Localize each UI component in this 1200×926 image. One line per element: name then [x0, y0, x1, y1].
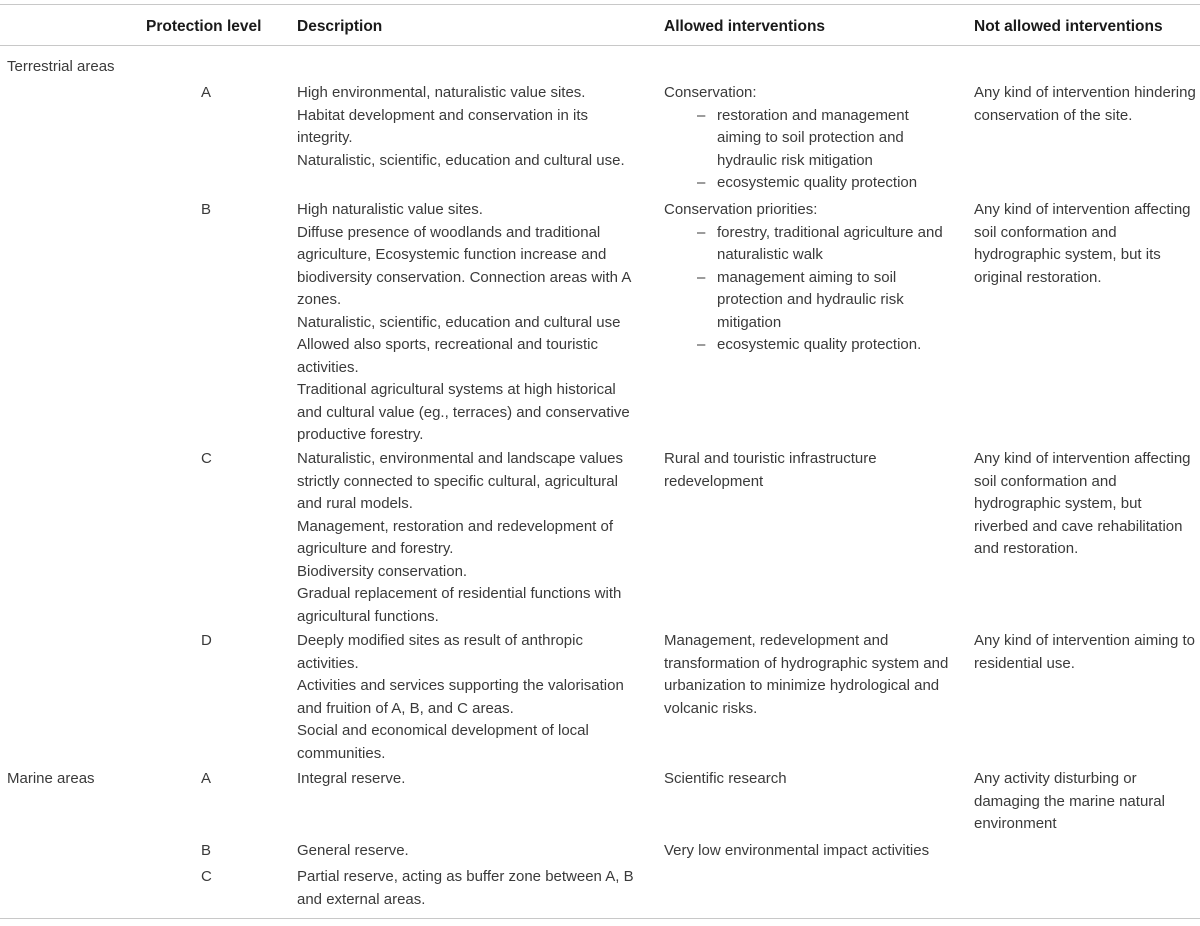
description-line: High environmental, naturalistic value sites. — [297, 84, 586, 101]
table-top-rule — [0, 4, 1200, 5]
table-bottom-rule — [0, 918, 1200, 919]
description-cell — [297, 448, 642, 628]
header-protection-level: Protection level — [146, 18, 262, 35]
protection-level-cell: A — [201, 84, 212, 101]
description-cell — [297, 199, 642, 447]
group-label-marine: Marine areas — [7, 770, 95, 787]
allowed-interventions-cell — [664, 630, 954, 720]
allowed-intro: Rural and touristic infrastructure redevelopment — [664, 450, 877, 490]
not-allowed-interventions-cell: Any kind of intervention affecting soil conformation and hydrographic system, but its original restoration. — [974, 201, 1191, 286]
allowed-intro: Management, redevelopment and transformation of hydrographic system and urbanization to minimize hydrological and volcanic risks. — [664, 632, 949, 717]
description-cell — [297, 768, 642, 791]
description-cell — [297, 630, 642, 765]
description-line: Habitat development and conservation in its integrity. — [297, 106, 589, 146]
description-line: Activities and services supporting the valorisation and fruition of A, B, and C areas. — [297, 677, 624, 717]
allowed-list-item: – management aiming to soil protection and hydraulic risk mitigation — [664, 267, 954, 335]
description-line: Gradual replacement of residential functions with agricultural functions. — [297, 585, 622, 625]
allowed-interventions-cell — [664, 82, 954, 195]
protection-level-cell: C — [201, 450, 212, 467]
allowed-list-item: – ecosystemic quality protection — [664, 172, 954, 195]
description-line: Traditional agricultural systems at high historical and cultural value (eg., terraces) and conservative productive forestry. — [297, 381, 630, 443]
description-line: High naturalistic value sites. — [297, 201, 483, 218]
allowed-list-item: – restoration and management aiming to soil protection and hydraulic risk mitigation — [664, 105, 954, 173]
description-line: General reserve. — [297, 842, 409, 859]
allowed-list-item: – forestry, traditional agriculture and naturalistic walk — [664, 222, 954, 267]
allowed-list-item: – ecosystemic quality protection. — [664, 334, 954, 357]
not-allowed-interventions-cell: Any kind of intervention affecting soil conformation and hydrographic system, but riverbed and cave rehabilitation and restoration. — [974, 450, 1191, 557]
description-line: Naturalistic, scientific, education and cultural use. — [297, 151, 625, 169]
allowed-list — [664, 222, 954, 357]
allowed-interventions-cell — [664, 199, 954, 357]
allowed-intro: Very low environmental impact activities — [664, 842, 930, 859]
allowed-list — [664, 105, 954, 195]
description-line: Integral reserve. — [297, 770, 406, 787]
description-line: Management, restoration and redevelopment of agriculture and forestry. — [297, 517, 614, 557]
description-line: Naturalistic, environmental and landscape values strictly connected to specific cultural, agricultural and rural models. — [297, 450, 624, 512]
allowed-intro: Conservation priorities: — [664, 201, 818, 218]
header-allowed-interventions: Allowed interventions — [664, 18, 826, 35]
description-line: Biodiversity conservation. — [297, 562, 468, 580]
description-line: Deeply modified sites as result of anthropic activities. — [297, 632, 583, 672]
not-allowed-interventions-cell: Any kind of intervention aiming to residential use. — [974, 632, 1195, 672]
description-line: Partial reserve, acting as buffer zone between A, B and external areas. — [297, 868, 634, 908]
allowed-intro: Scientific research — [664, 770, 787, 787]
protection-level-cell: C — [201, 868, 212, 885]
header-not-allowed-interventions: Not allowed interventions — [974, 18, 1163, 35]
protection-level-cell: B — [201, 842, 212, 859]
allowed-interventions-cell — [664, 768, 954, 791]
allowed-intro: Conservation: — [664, 84, 757, 101]
description-cell — [297, 866, 642, 911]
description-line: Naturalistic, scientific, education and cultural use Allowed also sports, recreational and touristic activities. — [297, 313, 621, 376]
protection-level-cell: D — [201, 632, 212, 649]
description-line: Social and economical development of local communities. — [297, 722, 589, 762]
not-allowed-interventions-cell: Any kind of intervention hindering conservation of the site. — [974, 84, 1196, 124]
protection-level-cell: B — [201, 201, 212, 218]
allowed-interventions-cell — [664, 448, 954, 493]
protection-level-cell: A — [201, 770, 212, 787]
description-line: Diffuse presence of woodlands and traditional agriculture, Ecosystemic function increase and biodiversity conservation. Connection areas with A zones. — [297, 223, 631, 308]
group-label-terrestrial: Terrestrial areas — [7, 58, 115, 75]
not-allowed-interventions-cell: Any activity disturbing or damaging the marine natural environment — [974, 770, 1165, 832]
header-description: Description — [297, 18, 383, 35]
header-rule — [0, 45, 1200, 46]
description-cell — [297, 82, 642, 172]
description-cell — [297, 840, 642, 863]
allowed-interventions-cell — [664, 840, 954, 863]
